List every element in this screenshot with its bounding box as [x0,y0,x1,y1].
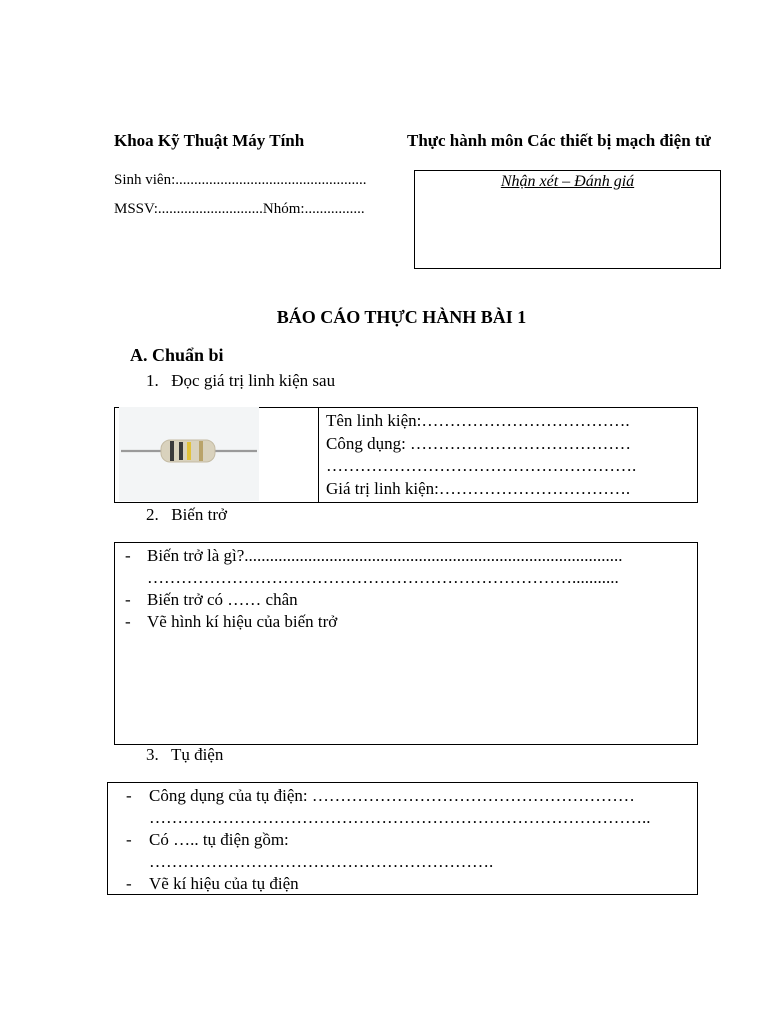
student-name-line: Sinh viên:................................................... [114,172,367,188]
capacitor-count: Có ….. tụ điện gồm: [149,830,289,849]
faculty-name: Khoa Kỹ Thuật Máy Tính [114,131,305,150]
item2-title: Biến trở [171,505,227,524]
course-name: Thực hành môn Các thiết bị mạch điện tử [407,131,711,150]
resistor-icon [119,407,259,501]
dash-4: - [126,786,132,805]
item2-number: 2. [146,505,159,524]
resistor-image [119,407,259,501]
potentiometer-answer-line: …………………………………………………………………........... [147,568,619,587]
potentiometer-pins: Biến trở có …… chân [147,590,298,609]
component-value-line: Giá trị linh kiện:……………………………. [326,478,631,498]
capacitor-usage: Công dụng của tụ điện: ………………………………………………… [149,786,635,805]
dash-2: - [125,590,131,609]
item1-number: 1. [146,371,159,390]
resistor-band-2 [179,442,183,460]
item3-title: Tụ điện [170,745,224,764]
resistor-band-4 [199,441,203,461]
dash-1: - [125,546,131,565]
component-fields [326,410,636,500]
item3-heading [146,745,223,765]
component-usage-line: Công dụng: ………………………………… [326,433,632,453]
item3-number: 3. [146,745,159,764]
capacitor-symbol-prompt: Vẽ kí hiệu của tụ điện [149,874,299,893]
dash-5: - [126,830,132,849]
resistor-band-1 [170,441,174,461]
table-divider [318,408,319,502]
potentiometer-box [114,542,698,745]
evaluation-box [414,170,721,269]
capacitor-box [107,782,698,895]
dash-6: - [126,874,132,893]
dash-3: - [125,612,131,631]
item1-heading [146,371,335,391]
report-title: BÁO CÁO THỰC HÀNH BÀI 1 [276,307,527,327]
potentiometer-symbol-prompt: Vẽ hình kí hiệu của biến trở [147,612,338,631]
student-id-group-line: MSSV:............................Nhóm:................ [114,201,365,217]
potentiometer-question: Biến trở là gì?......................................................................................... [147,546,623,565]
section-a-title: A. Chuẩn bi [130,345,224,365]
evaluation-title: Nhận xét – Đánh giá [500,173,635,190]
component-name-line: Tên linh kiện:………………………………. [326,411,630,430]
item2-heading [146,505,227,525]
item1-title: Đọc giá trị linh kiện sau [171,371,336,390]
capacitor-usage-line-2: …………………………………………………………………………….. [149,808,651,827]
component-usage-line-2: ………………………………………………. [326,456,637,475]
resistor-band-3 [187,442,191,460]
component-table [114,407,698,503]
capacitor-count-line-2: ……………………………………………………. [149,852,494,871]
